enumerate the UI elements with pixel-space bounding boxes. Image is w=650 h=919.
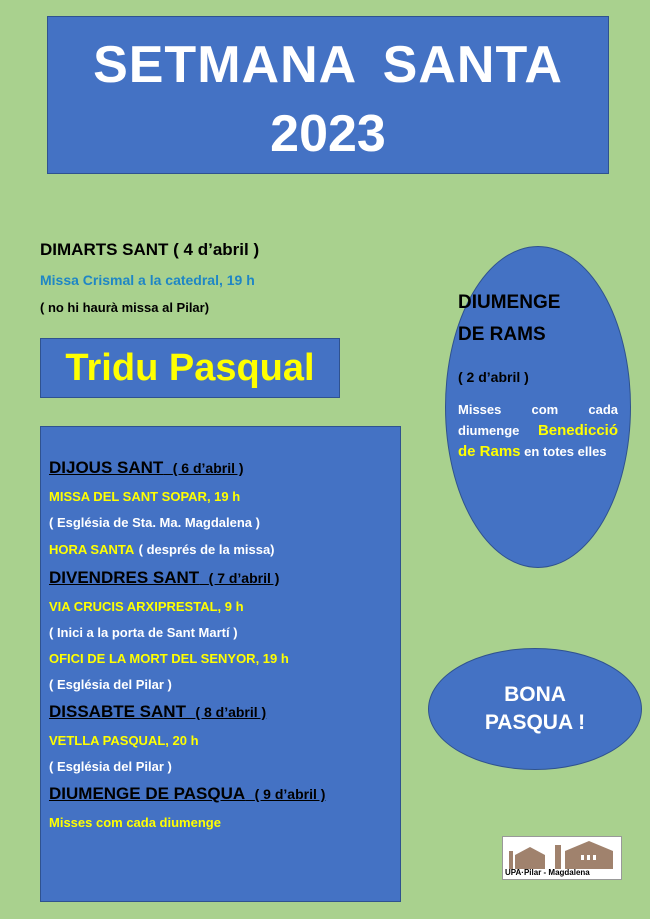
divendres-heading: [49, 567, 392, 589]
dissabte-date: ( 8 d’abril ): [195, 704, 267, 720]
dimarts-heading: DIMARTS SANT ( 4 d’abril ): [40, 240, 260, 259]
divendres-item: ( Inici a la porta de Sant Martí ): [49, 625, 238, 640]
dijous-item: ( Església de Sta. Ma. Magdalena ): [49, 515, 260, 530]
pasqua-heading: [49, 783, 392, 805]
title-banner: [47, 16, 609, 174]
title-year: 2023: [270, 105, 386, 163]
dijous-item: ( després de la missa): [138, 542, 275, 557]
bona-line-2: PASQUA !: [484, 711, 586, 734]
divendres-item: OFICI DE LA MORT DEL SENYOR, 19 h: [49, 651, 289, 666]
dijous-hora-santa: [49, 541, 392, 559]
dimarts-crismal: Missa Crismal a la catedral, 19 h: [40, 272, 255, 288]
upa-logo: [502, 836, 622, 880]
rams-body-1: Misses com cada diumenge: [458, 402, 618, 438]
schedule-box: [40, 426, 401, 902]
divendres-title: DIVENDRES SANT: [49, 568, 200, 587]
pasqua-item: Misses com cada diumenge: [49, 815, 221, 830]
dijous-item: HORA SANTA: [49, 542, 135, 557]
divendres-item: ( Església del Pilar ): [49, 677, 172, 692]
dissabte-item: VETLLA PASQUAL, 20 h: [49, 733, 199, 748]
rams-highlight: Benedicció de Rams: [458, 422, 618, 460]
rams-date: ( 2 d’abril ): [458, 369, 529, 385]
title-text: SETMANA SANTA: [93, 36, 563, 94]
rams-body-2: en totes elles: [524, 444, 607, 459]
dissabte-heading: [49, 701, 392, 723]
rams-body: [458, 399, 618, 462]
pasqua-title: DIUMENGE DE PASQUA: [49, 784, 246, 803]
rams-heading-2: DE RAMS: [458, 324, 546, 345]
dijous-item: MISSA DEL SANT SOPAR, 19 h: [49, 489, 241, 504]
logo-text: UPA·Pilar - Magdalena: [505, 868, 590, 877]
dijous-heading: [49, 457, 392, 479]
pasqua-date: ( 9 d’abril ): [254, 786, 326, 802]
tridu-pasqual-banner: Tridu Pasqual: [40, 338, 340, 398]
dimarts-note: ( no hi haurà missa al Pilar): [40, 300, 210, 315]
divendres-item: VIA CRUCIS ARXIPRESTAL, 9 h: [49, 599, 244, 614]
bona-line-1: BONA: [504, 683, 566, 706]
dijous-title: DIJOUS SANT: [49, 458, 164, 477]
dissabte-item: ( Església del Pilar ): [49, 759, 172, 774]
dimarts-section: [40, 240, 400, 315]
bona-pasqua-oval: [428, 648, 642, 770]
diumenge-rams-oval: [445, 246, 631, 568]
rams-heading-1: DIUMENGE: [458, 292, 561, 313]
dijous-date: ( 6 d’abril ): [172, 460, 244, 476]
dissabte-title: DISSABTE SANT: [49, 702, 186, 721]
divendres-date: ( 7 d’abril ): [208, 570, 280, 586]
